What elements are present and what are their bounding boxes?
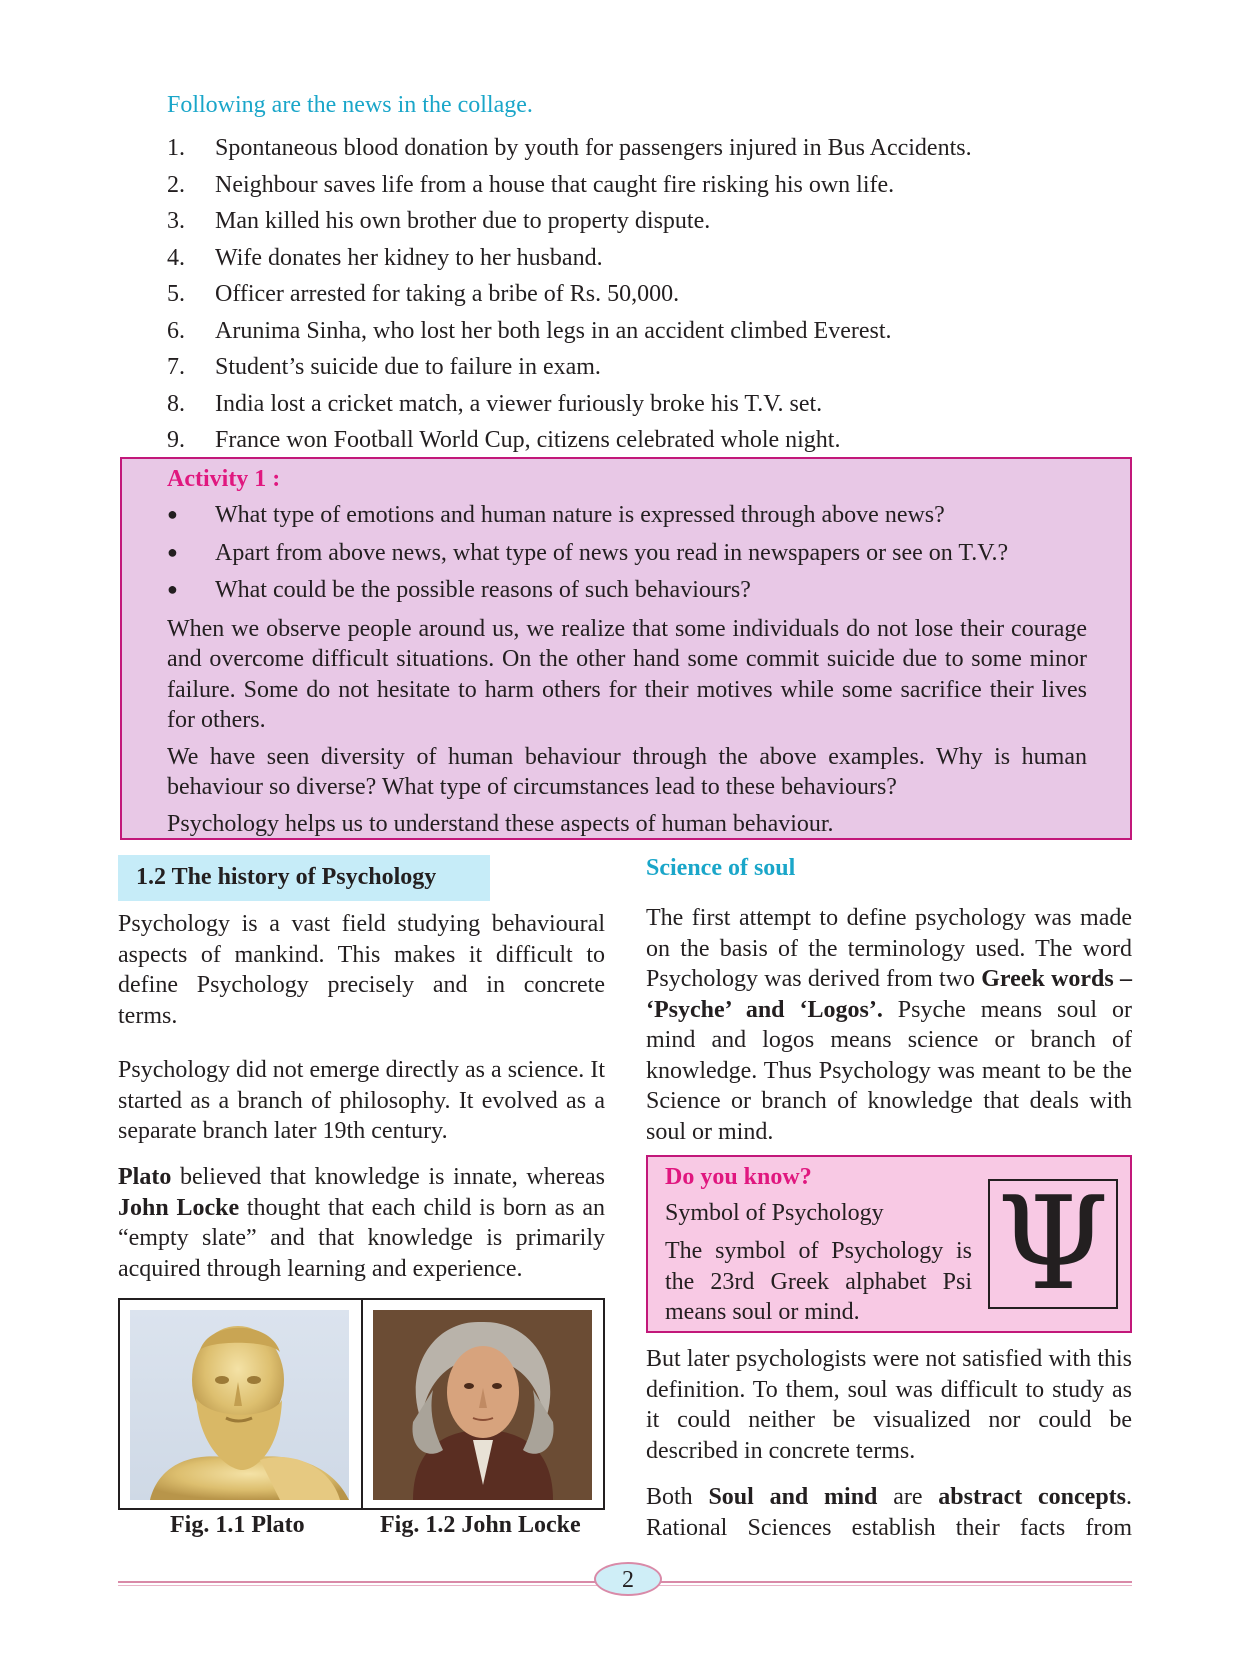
john-locke-portrait-image bbox=[373, 1310, 592, 1500]
history-paragraph-1: Psychology is a vast field studying behavioural aspects of mankind. This makes it difficult to define Psychology precisely and in concrete terms. bbox=[118, 911, 605, 1029]
list-item bbox=[167, 203, 1067, 240]
activity-paragraph: When we observe people around us, we realize that some individuals do not lose their courage and overcome difficult situations. On the other hand some commit suicide due to some minor failure. Some do not hesitate to harm others for their motives while some sacrifice their lives for others. bbox=[167, 615, 1087, 733]
bold-term: abstract concepts bbox=[938, 1484, 1126, 1510]
list-number: 6. bbox=[167, 317, 185, 344]
plato-bust-image bbox=[130, 1310, 349, 1500]
list-item bbox=[167, 276, 1067, 313]
figure-caption-plato: Fig. 1.1 Plato bbox=[170, 1512, 305, 1538]
paragraph-text: thought that each child is born as an “empty slate” and that knowledge is primarily acquired through learning and experience. bbox=[118, 1194, 605, 1282]
list-item bbox=[167, 313, 1067, 350]
list-number: 1. bbox=[167, 135, 185, 161]
history-paragraph-3 bbox=[118, 1162, 605, 1284]
john-locke-portrait-illustration bbox=[373, 1310, 592, 1500]
paragraph-text: believed that knowledge is innate, whereas bbox=[171, 1164, 605, 1190]
list-text: Wife donates her kidney to her husband. bbox=[215, 244, 603, 271]
psi-symbol-icon: Ψ bbox=[996, 1170, 1110, 1319]
list-number: 4. bbox=[167, 244, 185, 271]
section-heading-bar bbox=[118, 855, 490, 901]
page-number-badge bbox=[594, 1562, 662, 1596]
list-number: 7. bbox=[167, 354, 185, 380]
list-text: Man killed his own brother due to property dispute. bbox=[215, 208, 711, 234]
science-paragraph-2: But later psychologists were not satisfied with this definition. To them, soul was difficult to study as it could neither be visualized nor could be described in concrete terms. bbox=[646, 1346, 1132, 1464]
activity-title: Activity 1 : bbox=[167, 466, 281, 492]
do-you-know-text: The symbol of Psychology is the 23rd Greek alphabet Psi means soul or mind. bbox=[665, 1238, 972, 1325]
paragraph-text: . Rational Sciences establish their facts from bbox=[646, 1484, 1132, 1541]
plato-bust-illustration bbox=[130, 1310, 349, 1500]
list-number: 9. bbox=[167, 427, 185, 453]
question-text: What type of emotions and human nature is expressed through above news? bbox=[215, 502, 945, 528]
question-text: What could be the possible reasons of such behaviours? bbox=[215, 577, 751, 603]
figure-caption-locke: Fig. 1.2 John Locke bbox=[380, 1512, 581, 1538]
list-text: Arunima Sinha, who lost her both legs in an accident climbed Everest. bbox=[215, 317, 892, 344]
paragraph-text: Both bbox=[646, 1484, 709, 1510]
section-title: 1.2 The history of Psychology bbox=[136, 864, 437, 890]
list-item bbox=[167, 497, 1087, 535]
bold-term: Plato bbox=[118, 1164, 172, 1190]
activity-paragraph: Psychology helps us to understand these aspects of human behaviour. bbox=[167, 810, 834, 837]
bold-term: Soul and mind bbox=[708, 1484, 878, 1510]
list-text: Officer arrested for taking a bribe of Rs. 50,000. bbox=[215, 281, 680, 307]
science-paragraph-3 bbox=[646, 1482, 1132, 1543]
list-text: Neighbour saves life from a house that caught fire risking his own life. bbox=[215, 171, 895, 198]
list-number: 5. bbox=[167, 281, 185, 307]
history-paragraph-2: Psychology did not emerge directly as a science. It started as a branch of philosophy. It evolved as a separate branch later 19th century. bbox=[118, 1057, 605, 1144]
bold-term: Greek words – ‘Psyche’ and ‘Logos’. bbox=[646, 966, 1132, 1023]
list-item bbox=[167, 349, 1067, 386]
do-you-know-title: Do you know? bbox=[665, 1164, 812, 1190]
list-item bbox=[167, 422, 1067, 459]
news-list bbox=[167, 130, 1067, 459]
list-number: 8. bbox=[167, 390, 185, 417]
list-item bbox=[167, 535, 1087, 573]
activity-paragraph: We have seen diversity of human behaviour through the above examples. Why is human behaviour so diverse? What type of circumstances lead to these behaviours? bbox=[167, 743, 1087, 800]
bullet-icon: ● bbox=[167, 504, 178, 524]
list-text: Student’s suicide due to failure in exam. bbox=[215, 354, 601, 380]
page-number: 2 bbox=[622, 1567, 634, 1593]
science-paragraph-1 bbox=[646, 903, 1132, 1147]
bullet-icon: ● bbox=[167, 579, 178, 599]
science-of-soul-heading: Science of soul bbox=[646, 855, 796, 881]
paragraph-text: are bbox=[877, 1484, 939, 1510]
paragraph-text: Psyche means soul or mind and logos means science or branch of knowledge. Thus Psychology was meant to be the Science or branch of knowledge that deals with soul or mind. bbox=[646, 996, 1132, 1145]
figure-frame bbox=[118, 1298, 605, 1510]
list-item bbox=[167, 240, 1067, 277]
list-text: Spontaneous blood donation by youth for passengers injured in Bus Accidents. bbox=[215, 135, 972, 161]
bullet-icon: ● bbox=[167, 541, 178, 562]
psi-symbol-frame bbox=[988, 1170, 1118, 1319]
list-number: 2. bbox=[167, 171, 185, 198]
activity-box bbox=[120, 457, 1132, 840]
activity-content bbox=[167, 459, 1087, 839]
list-item bbox=[167, 386, 1067, 423]
list-item bbox=[167, 572, 1087, 610]
list-item bbox=[167, 167, 1067, 204]
question-text: Apart from above news, what type of news you read in newspapers or see on T.V.? bbox=[215, 539, 1009, 566]
list-text: India lost a cricket match, a viewer furiously broke his T.V. set. bbox=[215, 390, 823, 417]
do-you-know-subtitle: Symbol of Psychology bbox=[665, 1200, 884, 1226]
paragraph-text: The first attempt to define psychology was made on the basis of the terminology used. The word Psychology was derived from two bbox=[646, 905, 1132, 992]
bold-term: John Locke bbox=[118, 1194, 240, 1221]
list-item bbox=[167, 130, 1067, 167]
list-text: France won Football World Cup, citizens celebrated whole night. bbox=[215, 427, 841, 453]
list-number: 3. bbox=[167, 208, 185, 234]
news-intro-heading: Following are the news in the collage. bbox=[167, 92, 533, 118]
do-you-know-box bbox=[646, 1155, 1132, 1333]
figure-divider bbox=[361, 1300, 363, 1508]
